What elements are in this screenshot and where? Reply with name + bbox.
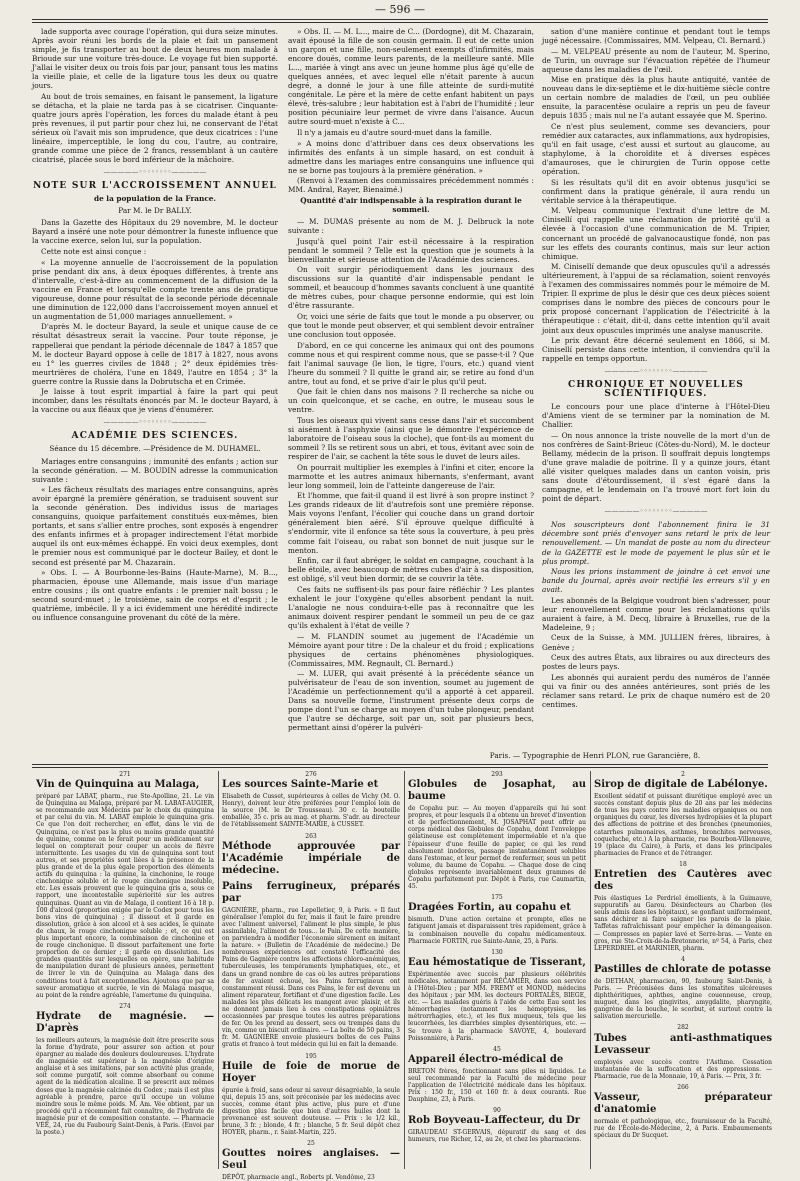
ad-code: 274 — [119, 1002, 131, 1010]
paragraph: Que fait le chien dans nos maisons ? Il recherche sa niche ou un coin quelconque, et se cache, en outre, le museau sous le ventre. — [288, 387, 534, 415]
ad-title: Gouttes noires anglaises. — Seul — [222, 1148, 400, 1172]
ad-text: Excellent sédatif et puissant diurétique employé avec un succès constant depuis plus de 20 ans par les médecins de tous les pays contre les maladies organiques ou non organiques du cœur, les diverses hydropisies et la plupart des affections de poitrine et des bronches (pneumonies, catarrhes pulmonaires, asthmes, bronchites nerveuses, coqueluche, etc.) A la pharmacie, rue Bourbon-Villeneuve, 19 (place du Caire), à Paris, et dans les principales pharmacies de France et de l'étranger. — [594, 793, 772, 857]
paragraph: M. Cinisellí demande que deux opuscules qu'il a adressés ultérieurement, à l'appui de sa réclamation, soient renvoyés à l'examen des commissaires nommés pour le mémoire de M. Tripier. Il exprime de plus le désir que ces deux pièces soient comprises dans le nombre des pièces de concours pour le prix proposé concernant l'application de l'électricité à la thérapeutique : c'était, dit-il, dans cette intention qu'il avait joint aux deux opuscules imprimés une analyse manuscrite. — [542, 262, 770, 335]
paragraph: Il n'y a jamais eu d'autre sourd-muet dans la famille. — [297, 128, 492, 138]
ad-code: 130 — [491, 948, 503, 956]
ad-text: Elisabeth de Cusset, supérieures à celles de Vichy (M. O. Henry), doivent leur être préférées pour l'emploi loin de la source (M. le Dr Trousseau). 30 c. la bouteille emballée, 35 c. pris au mag. et pharm. S'adr. au directeur de l'établissement SAINTE-MARIE, à CUSSET. — [222, 793, 400, 829]
ad-column-2 — [222, 771, 400, 1181]
separator-ornament: —————◦◦◦◦◦◦◦◦————— — [604, 367, 708, 376]
advertisement — [222, 833, 400, 877]
ads-top-rule-thin — [32, 767, 768, 768]
section-title: NOTE SUR L'ACCROISSEMENT ANNUEL — [33, 181, 277, 192]
ad-title: Les sources Sainte-Marie et — [222, 779, 379, 791]
advertisement — [222, 1053, 400, 1137]
advertisement — [594, 1084, 772, 1139]
paragraph: M. Velpeau communique l'extrait d'une lettre de M. Cinisellí qui rappelle une réclamation de priorité qu'il a élevée à l'occasion d'une communication de M. Tripier, concernant un procédé de galvanocaustique fondé, non pas sur les effets des courants continus, mais sur leur action chimique. — [542, 206, 770, 261]
ad-divider — [218, 771, 219, 1169]
paragraph: D'abord, en ce qui concerne les animaux qui ont des poumons comme nous et qui respirent comme nous, que se passe-t-il ? Que fait l'animal sauvage (le lion, le tigre, l'ours, etc.) quand vient l'heure du sommeil ? Il quitte le grand air, se retire au fond d'un antre, tout au fond, et se prive d'air le plus qu'il peut. — [288, 340, 534, 386]
advertisement — [408, 771, 586, 890]
advertisements — [36, 771, 774, 1181]
separator-ornament: —————◦◦◦◦◦◦◦◦————— — [103, 418, 207, 427]
notice-paragraph: Ceux de la Suisse, à MM. JULLIEN frères, libraires, à Genève ; — [542, 633, 770, 652]
ad-text: GIRAUDEAU ST-GERVAIS, dépuratif du sang et des humeurs, rue Richer, 12, au 2e, et chez les pharmaciens. — [408, 1129, 586, 1144]
ad-text: employés avec succès contre l'Asthme. Cessation instantanée de la suffocation et des oppressions. — Pharmacie, rue de la Monnaie, 19, à Paris. — Prix, 3 fr. — [594, 1058, 772, 1080]
paragraph: Enfin, car il faut abréger, le soldat en campagne, couchant à la belle étoile, avec beaucoup de mètres cubes d'air à sa disposition, est obligé, s'il veut bien dormir, de se couvrir la tête. — [288, 556, 534, 584]
paragraph: Au bout de trois semaines, en faisant le pansement, la ligature se détacha, et la plaie ne tarda pas à se cicatriser. Cinquante-quatre jours après l'opération, les forces du malade étant à peu près revenues, il put partir pour chez lui, ne conservant de l'état sérieux où l'avait mis son imprudence, que deux cicatrices : l'une linéaire, imperceptible, le long du cou, l'autre, au contraire, grande comme une pièce de 2 francs, ressemblant à un cautère cicatrisé, placée sous le bord inférieur de la mâchoire. — [32, 91, 278, 165]
section-subtitle: de la population de la France. — [94, 194, 216, 204]
paragraph: Or, voici une série de faits que tout le monde a pu observer, ou que tout le monde peut observer, et qui semblent devoir entraîner une conclusion tout opposée. — [288, 311, 534, 339]
paragraph: » A moins donc d'attribuer dans ces deux observations les infirmités des enfants à un simple hasard, on est conduit à admettre dans les mariages entre consanguins une influence qui ne se borne pas toujours à la première génération. » — [288, 138, 534, 175]
ad-title: Vin de Quinquina au Malaga, — [36, 779, 200, 791]
ad-text: de DETHAN, pharmacien, 90, faubourg Saint-Denis, à Paris. — Préconisées dans les stomatites ulcéreuses diphthéritiques, aphthes, angine couenneuse, croup, muguet, dans les gingivites, amygdalite, pharyngite, gangrène de la bouche, le scorbut, et surtout contre la salivation mercurielle. — [594, 977, 772, 1021]
ad-text: GAGNIÈRE, pharm., rue Lepelletier, 9, à Paris. « Il faut généraliser l'emploi du fer, mais il faut le faire prendre avec l'aliment universel, l'aliment le plus simple, le plus assimilable, l'aliment de tous... le Pain. De cette manière, on parviendra à modifier l'économie sûrement en imitant la nature. » (Bulletin de l'Académie de médecine.) De nombreuses expériences ont constaté l'efficacité des Pains de Gagnière contre les affections chloro-anémiques, tuberculeuses, les tempéraments lymphatiques, etc., et dans un grand nombre de cas où les autres préparations de fer avaient échoué, les Pains ferrugineux ont constamment réussi. Dans ces Pains, le fer est devenu un aliment réparateur, fortifiant et d'une digestion facile. Les malades les plus délicats les mangent avec plaisir, et ils ne donnent jamais lieu à ces constipations opiniâtres occasionnées par presque toutes les autres préparations de fer. On les prend au dessert, secs ou trempés dans du vin, comme un biscuit ordinaire. — La boîte de 50 pains, 3 fr. M. GAGNIÈRE envoie plusieurs boîtes de ces Pains gratis et franco à tout médecin qui lui en fait la demande. — [222, 906, 400, 1049]
author-byline: Par M. le Dr BALLY. — [118, 206, 192, 216]
notice-paragraph: Nos souscripteurs dont l'abonnement finira le 31 décembre sont priés d'envoyer sans retard le prix de leur renouvellement. — Un mandat de poste au nom du directeur de la GAZETTE est le mode de payement le plus sûr et le plus prompt. — [542, 520, 770, 566]
separator-ornament: —————◦◦◦◦◦◦◦◦————— — [604, 507, 708, 516]
ad-code: 90 — [493, 1107, 501, 1115]
paragraph: Mariages entre consanguins ; immunité des enfants ; action sur la seconde génération. — M. BOUDIN adresse la communication suivante : — [32, 456, 278, 484]
ad-text: DÉPÔT, pharmacie angl., Roberts pl. Vendôme, 23 — [222, 1174, 375, 1181]
paragraph: — M. VELPEAU présente au nom de l'auteur, M. Sperino, de Turin, un ouvrage sur l'évacuation répétée de l'humeur aqueuse dans les maladies de l'œil. — [542, 46, 770, 74]
imprint: Paris. — Typographie de Henri PLON, rue Garancière, 8. — [489, 751, 701, 760]
paragraph: — On nous annonce la triste nouvelle de la mort d'un de nos confrères de Saint-Brieuc (Côtes-du-Nord), M. le docteur Bellamy, médecin de la prison. Il souffrait depuis longtemps d'une grave maladie de poitrine. Il y a quinze jours, étant allé visiter quelques malades dans un canton voisin, pris sans doute d'étourdissement, il s'est égaré dans la campagne, et le lendemain on l'a trouvé mort fort loin du point de départ. — [542, 430, 770, 504]
ad-title: Eau hémostatique de Tisserant, — [408, 956, 586, 968]
section-title: ACADÉMIE DES SCIENCES. — [71, 431, 239, 442]
ad-title: Tubes anti-asthmatiques Levasseur — [594, 1032, 772, 1056]
ad-code: 2 — [681, 771, 685, 778]
ad-code: 195 — [305, 1052, 317, 1060]
paragraph: — M. FLANDIN soumet au jugement de l'Académie un Mémoire ayant pour titre : De la chaleur et du froid ; explications physiques de certains phénomènes physiologiques. (Commissaires, MM. Regnault, Cl. Bernard.) — [288, 631, 534, 668]
paragraph: Mise en pratique dès la plus haute antiquité, vantée de nouveau dans le dix-septième et le dix-huitième siècle contre un certain nombre de maladies de l'œil, un peu oubliée ensuite, la paracentèse oculaire a repris un peu de faveur depuis 1835 ; mais nul ne l'a autant essayée que M. Sperino. — [542, 75, 770, 121]
ad-code: 45 — [493, 1045, 501, 1053]
ad-column-3 — [408, 771, 586, 1169]
advertisement — [222, 1140, 400, 1181]
paragraph: On voit surgir périodiquement dans les journaux des discussions sur la quantité d'air indispensable pendant le sommeil, et beaucoup d'hommes savants concluent à une quantité de mètres cubes, pour chaque personne endormie, qui est loin d'être rassurante. — [288, 265, 534, 311]
paragraph: Et l'homme, que fait-il quand il est livré à son propre instinct ? Les grands rideaux de lit d'autrefois sont une première réponse. Mais voyons l'enfant, l'écolier qui couche dans un grand dortoir généralement bien aéré. S'il éprouve quelque difficulté à s'endormir, vite il enfonce sa tête sous la couverture, à peu près comme fait l'oiseau, ou rabat son bonnet de nuit jusque sur le menton. — [288, 491, 534, 555]
ad-divider — [404, 771, 405, 1169]
ad-text: de Copahu pur. — Au moyen d'appareils qui lui sont propres, et pour lesquels il a obtenu un brevet d'invention et de perfectionnement, M. JOSAPHAT peut offrir au corps médical des Globules de Copahu, dont l'enveloppe gélatineuse est complètement imperméable et n'a que l'épaisseur d'une feuille de papier, ce qui les rend absolument inodores, passage instantanément solubles dans l'estomac, et leur permet de renfermer, sous un petit volume, du baume de Copahu. — Chaque dose de cinq globules représente invariablement deux grammes de Copahu parfaitement pur. Dépôt à Paris, rue Caumartin, 45. — [408, 805, 586, 891]
ad-text: épurée à froid, sans odeur ni saveur désagréable, la seule qui, depuis 15 ans, soit préconisée par les médecins avec succès, comme étant plus active, plus pure et d'une digestion plus facile que bien d'autres huiles dont la provenance est souvent douteuse. — Prix : le 1/2 kil., brune, 3 fr. ; blonde, 4 fr. ; blanche, 5 fr. Seul dépôt chez HOYER, pharm., r. Saint-Martin, 225. — [222, 1086, 400, 1137]
notice-paragraph: Les abonnés de la Belgique voudront bien s'adresser, pour leur renouvellement comme pour les réclamations qu'ils auraient à faire, à M. Decq, libraire à Bruxelles, rue de la Madeleine, 9 ; — [542, 595, 770, 632]
advertisement — [408, 1046, 586, 1104]
advertisement — [222, 771, 400, 829]
ad-title: Globules de Josaphat, au baume — [408, 779, 586, 803]
paragraph: Ces faits ne suffisent-ils pas pour faire réfléchir ? Les plantes exhalent le jour l'oxygène qu'elles absorbent pendant la nuit. L'analogie ne nous conduira-t-elle pas à reconnaître que les animaux doivent respirer pendant le sommeil un peu de ce gaz qu'ils exhalent à l'état de veille ? — [288, 584, 534, 630]
separator-ornament: —————◦◦◦◦◦◦◦◦————— — [103, 168, 207, 177]
advertisement — [222, 881, 400, 1049]
ad-title: Rob Boyveau-Laffecteur, du Dr — [408, 1115, 581, 1127]
paragraph: sation d'une manière continue et pendant tout le temps jugé nécessaire. (Commissaires, MM. Velpeau, Cl. Bernard.) — [542, 27, 770, 46]
ad-text: les meilleurs auteurs, la magnésie doit être prescrite sous la forme d'hydrate, pour assurer son action et pour épargner au malade des douleurs douloureuses. L'hydrate de magnésie est supérieur à la magnésie d'origine anglaise et à ses imitations, par son activité plus grande, soit comme purgatif, soit comme absorbant ou comme agent de la médication alcaline. Il se prescrit aux mêmes doses que la magnésie calcinée du Codex ; mais il est plus agréable à prendre, parce qu'il occupe un volume moindre sous le même poids. M. Am. Vée obtient, par un procédé qu'il a récemment fait connaître, de l'hydrate de magnésie pur et de composition constante. — Pharmacie VÉE, 24, rue du Faubourg Saint-Denis, à Paris. (Envoi par la poste.) — [36, 1036, 214, 1137]
ad-title: Sirop de digitale de Labélonye. — [594, 779, 768, 791]
paragraph: Jusqu'à quel point l'air est-il nécessaire à la respiration pendant le sommeil ? Telle est la question que je soumets à la bienveillante et sérieuse attention de l'Académie des sciences. — [288, 236, 534, 264]
section-subtitle: Quantité d'air indispensable à la respiration durant le sommeil. — [300, 195, 522, 214]
paragraph: (Renvoi à l'examen des commissaires précédemment nommés : MM. Andral, Rayer, Bienaimé.) — [288, 176, 534, 195]
ad-code: 266 — [677, 1083, 689, 1091]
ad-code: 271 — [119, 771, 131, 778]
advertisement — [594, 956, 772, 1021]
notice-paragraph: Les abonnés qui auraient perdu des numéros de l'année qui va finir ou des années antérieures, sont priés de les réclamer sans retard. Le prix de chaque numéro est de 20 centimes. — [542, 672, 770, 709]
ad-title: Méthode approuvée par l'Académie impériale de médecine. — [222, 840, 400, 876]
ad-code: 282 — [677, 1024, 689, 1032]
advertisement — [408, 1107, 586, 1143]
ad-code: 18 — [679, 860, 687, 868]
notice-paragraph: Ceux des autres États, aux libraires ou aux directeurs des postes de leurs pays. — [542, 653, 770, 672]
advertisement — [36, 1003, 214, 1136]
paragraph: Le prix devant être décerné seulement en 1866, si M. Cinisellí persiste dans cette intention, il conviendra qu'il la rappelle en temps opportun. — [542, 336, 770, 364]
ad-title: Entretien des Cautères avec des — [594, 869, 772, 893]
top-rule-thin — [32, 22, 768, 23]
ad-title: Dragées Fortin, au copahu et — [408, 902, 571, 914]
paragraph: Si les résultats qu'il dit en avoir obtenus jusqu'ici se confirment dans la pratique générale, il aura rendu un véritable service à la thérapeutique. — [542, 177, 770, 205]
ad-code: 175 — [491, 894, 503, 902]
advertisement — [408, 894, 586, 944]
left-column — [32, 27, 278, 742]
advertisement — [408, 949, 586, 1042]
middle-column — [288, 27, 534, 742]
session-line: Séance du 15 décembre. —Présidence de M. DUHAMEL. — [49, 444, 261, 454]
top-rule — [32, 19, 768, 20]
ad-column-1 — [36, 771, 214, 1169]
section-title: CHRONIQUE ET NOUVELLES SCIENTIFIQUES. — [568, 380, 744, 400]
paragraph: D'après M. le docteur Bayard, la seule et unique cause de ce résultat désastreux serait la vaccine. Pour toute réponse, je rappellerai que pendant la période décennale de 1847 à 1857 que M. le docteur Bayard oppose à celle de 1817 à 1827, nous avons eu 1° les guerres civiles de 1848 ; 2° deux épidémies très-meurtrières de choléra, l'une en 1849, l'autre en 1854 ; 3° la guerre contre la Russie dans la Dobrutscha et en Crimée. — [32, 322, 278, 386]
page-number: — 596 — — [375, 3, 425, 16]
ad-code: 293 — [491, 771, 503, 778]
ad-column-4 — [594, 771, 772, 1169]
paragraph: Dans la Gazette des Hôpitaux du 29 novembre, M. le docteur Bayard a inséré une note pour démontrer la funeste influence que la vaccine exerce, selon lui, sur la population. — [32, 218, 278, 246]
right-column — [542, 27, 770, 742]
ad-code: 25 — [307, 1140, 315, 1148]
paragraph: Cette note est ainsi conçue : — [41, 247, 147, 257]
advertisement — [594, 771, 772, 857]
ad-text: préparé par LABAT, pharm., rue Ste-Apolline, 21. Le vin de Quinquina au Malaga, préparé par M. LABAT-AUGIER, se recommande aux Médecins par le choix du quinquina et par celui du vin. M. LABAT emploie le quinquina gris. Ce que l'on doit rechercher, en effet, dans le vin de Quinquina, ce n'est pas la plus ou moins grande quantité de quinine, comme on le ferait pour un médicament sur lequel on compterait pour couper un accès de fièvre intermittente. Les usages du vin de quinquina sont tout autres, et ses propriétés sont liées à la présence de la plus grande et de la plus égale proportion des éléments actifs du quinquina : la quinine, la cinchonine, le rouge cinchonique soluble et le rouge cinchonique insoluble, etc. Les essais prouvent que le quinquina gris a, sous ce rapport, une incontestable supériorité sur les autres quinquinas. Quant au vin de Malaga, il contient 16 à 18 p. 100 d'alcool (proportion exigée par le Codex pour tous les bons vins de quinquina) ; il dissout et il garde en dissolution, grâce à son alcool et à ses acides, le quinate de chaux, le rouge cinchonique soluble ; et, ce qui est plus important encore, la combinaison de cinchonine et de rouge cinchonique. Il dissout parfaitement une forte proportion de ce dernier ; il garde en dissolution. Les grandes quantités sur lesquelles on opère, une habitude de manipulation durant de plusieurs années, permettent de livrer le vin de Quinquina au Malaga dans des conditions tout à fait exceptionnelles. Ajoutons que par sa saveur aromatique et sucrée, le vin de Malaga masque, au point de la rendre agréable, l'amertume du quinquina. — [36, 793, 214, 999]
advertisement — [594, 861, 772, 952]
paragraph: lade supporta avec courage l'opération, qui dura seize minutes. Après avoir réuni les bords de la plaie et fait un pansement simple, je fis transporter au bout de deux heures mon malade à Brioude sur une voiture très-douce. Le voyage fut bien supporté. J'allai le visiter deux ou trois fois par jour, pansant tous les matins la vieille plaie, et celle de la ligature tous les deux ou quatre jours. — [32, 27, 278, 91]
paragraph: Je laisse à tout esprit impartial à faire la part qui peut incomber, dans les résultats énoncés par M. le docteur Bayard, à la vaccine ou aux fléaux que je viens d'énumérer. — [32, 387, 278, 415]
paragraph: » Obs. I. — A Bourbonne-les-Bains (Haute-Marne), M. B..., pharmacien, épouse une Allemande, mais issue d'un mariage entre cousins ; ils ont quatre enfants : le premier naît bossu ; le second sourd-muet ; le troisième, sain de corps et d'esprit ; le quatrième, imbécile. Il y a ici évidemment une hérédité indirecte ou influence consanguine provenant du côté de la mère. — [32, 568, 278, 623]
ad-title: Pains ferrugineux, préparés par — [222, 880, 400, 904]
ad-text: Expérimentée avec succès par plusieurs célébrités médicales, notamment par RÉCAMIER, dans son service à l'Hôtel-Dieu ; par MM. FREMY et MONOD, médecins des hôpitaux ; par MM. les docteurs PORTALÈS, BIEGE, etc. — Les malades guéris à l'aide de cette Eau sont les hémorrhagies (notamment les hémoptysies, les métrorrhagies, etc.), et les flux muqueux, tels que les leucorrhées, les diarrhées simples dysentériques, etc. — Se trouve à la pharmacie SAVOYE, 4, boulevard Poissonnière, à Paris. — [408, 970, 586, 1042]
ad-text: normale et pathologique, etc., fournisseur de la Faculté, rue de l'École-de-Médecine, 2, à Paris. Embaumements spéciaux du Dr Sucquet. — [594, 1117, 772, 1140]
ad-title: Pastilles de chlorate de potasse — [594, 963, 771, 975]
ad-title: Huile de foie de morue de Hoyer — [222, 1060, 400, 1084]
paragraph: — M. LUER, qui avait présenté à la précédente séance un pulvérisateur de l'eau de son invention, soumet au jugement de l'Académie un perfectionnement qu'il a apporté à cet appareil. Dans sa nouvelle forme, l'instrument présente deux corps de pompe dont l'un se charge au moyen d'un tube plongeur, pendant que l'autre se décharge, soit par un, soit par plusieurs becs, permettant ainsi d'opérer la pulvéri- — [288, 669, 534, 733]
ad-divider — [590, 771, 591, 1169]
paragraph: » Obs. II. — M. L..., maire de C... (Dordogne), dit M. Chazarain, avait épousé la fille de son cousin germain. Il eut de cette union un garçon et une fille, non-seulement exempts d'infirmités, mais encore doués, comme leurs parents, de la meilleure santé. Mlle L..., mariée à vingt ans avec un jeune homme plus âgé qu'elle de quelques années, et avec lequel elle n'était parente à aucun degré, a donné le jour à une fille atteinte de surdi-mutité congénitale. Le père et la mère de cette enfant habitent un pays élevé, très-salubre ; leur habitation est à l'abri de l'humidité ; leur position pécuniaire leur permet de vivre dans l'aisance. Aucun autre sourd-muet n'existe à C... — [288, 27, 534, 127]
ad-title: Hydrate de magnésie. — D'après — [36, 1010, 214, 1034]
ad-code: 263 — [305, 832, 317, 840]
ad-title: Vasseur, préparateur d'anatomie — [594, 1091, 772, 1115]
ad-title: Appareil électro-médical de — [408, 1053, 564, 1065]
ad-text: BRETON frères, fonctionnant sans piles ni liquides. Le seul recommandé par la Faculté de médecine pour l'application de l'électricité médicale dans les hôpitaux. Prix : 150 fr., 150 et 160 fr. à deux courants. Rue Dauphine, 23, à Paris. — [408, 1067, 586, 1104]
ad-code: 276 — [305, 771, 317, 778]
advertisement — [594, 1024, 772, 1079]
paragraph: Ce n'est plus seulement, comme ses devanciers, pour remédier aux cataractes, aux inflammations, aux hydropisies, qu'il en fait usage, c'est aussi et surtout au glaucome, au staphylome, à la choroïdite et à diverses espèces d'amauroses, que le chirurgien de Turin oppose cette opération. — [542, 121, 770, 177]
advertisement — [36, 771, 214, 999]
ad-text: bismuth. D'une action certaine et prompte, elles ne fatiguent jamais et disparaissent très rapidement, grâce à la combinaison nouvelle du copahu médicamenteux. Pharmacie FORTIN, rue Sainte-Anne, 25, à Paris. — [408, 916, 586, 945]
paragraph: « Les fâcheux résultats des mariages entre consanguins, après avoir épargné la première génération, se traduisent souvent sur la seconde génération. Des individus issus de mariages consanguins, quoique parfaitement constitués eux-mêmes, bien portants, et sans s'allier entre proches, sont exposés à engendrer des enfants infirmes et à propager indirectement l'état morbide auquel ils ont eux-mêmes échappé. En voici deux exemples, dont le premier nous est communiqué par le docteur Bailey, et dont le second est présenté par M. Chazarain. — [32, 485, 278, 567]
paragraph: Le concours pour une place d'interne à l'Hôtel-Dieu d'Amiens vient de se terminer par la nomination de M. Challier. — [542, 402, 770, 430]
ad-code: 4 — [681, 955, 685, 963]
notice-paragraph: Nous les prions instamment de joindre à cet envoi une bande du Journal, après avoir rectifié les erreurs s'il y en avait. — [542, 567, 770, 595]
paragraph: Tous les oiseaux qui vivent sans cesse dans l'air et succombent si aisément à l'asphyxie (ainsi que le démontre l'expérience de laboratoire de l'oiseau sous la cloche), que font-ils au moment du sommeil ? Ils se retirent sous un abri, et tous, évitant avec soin de respirer de l'air, se cachent la tête sous le duvet de leurs ailes. — [288, 415, 534, 462]
paragraph: « La moyenne annuelle de l'accroissement de la population prise pendant dix ans, à deux époques différentes, à trente ans d'intervalle, c'est-à-dire au commencement de la diffusion de la vaccine en France et lorsqu'elle compte trente ans de pratique vigoureuse, donne pour résultat de la seconde période décennale une diminution de 122,000 dans l'accroissement moyen annuel et un augmentation de 51,000 mariages annuellement. » — [32, 257, 278, 321]
ad-text: Pois élastiques Le Perdriel émollients, à la Guimauve, suppuratifs au Garou. Désinfecteurs au Charbon (les seuls admis dans les hôpitaux), se gonflant uniformément, sans déchirer ni faire saigner les parois de la plaie. Taffetas rafraîchissant pour empêcher la démangeaison. — Compresses en papier lavé et Serre-bras. — Vente en gros, rue Ste-Croix-de-la-Bretonnerie, nº 54, à Paris, chez LEPERDRIEL et MARINIER, pharm. — [594, 895, 772, 952]
paragraph: — M. DUMAS présente au nom de M. J. Delbruck la note suivante : — [288, 216, 534, 235]
ads-top-rule — [32, 764, 768, 765]
paragraph: On pourrait multiplier les exemples à l'infini et citer, encore la marmotte et les autres animaux hibernants, s'enfermant, avant leur long sommeil, loin de l'atteinte dangereuse de l'air. — [288, 462, 534, 490]
